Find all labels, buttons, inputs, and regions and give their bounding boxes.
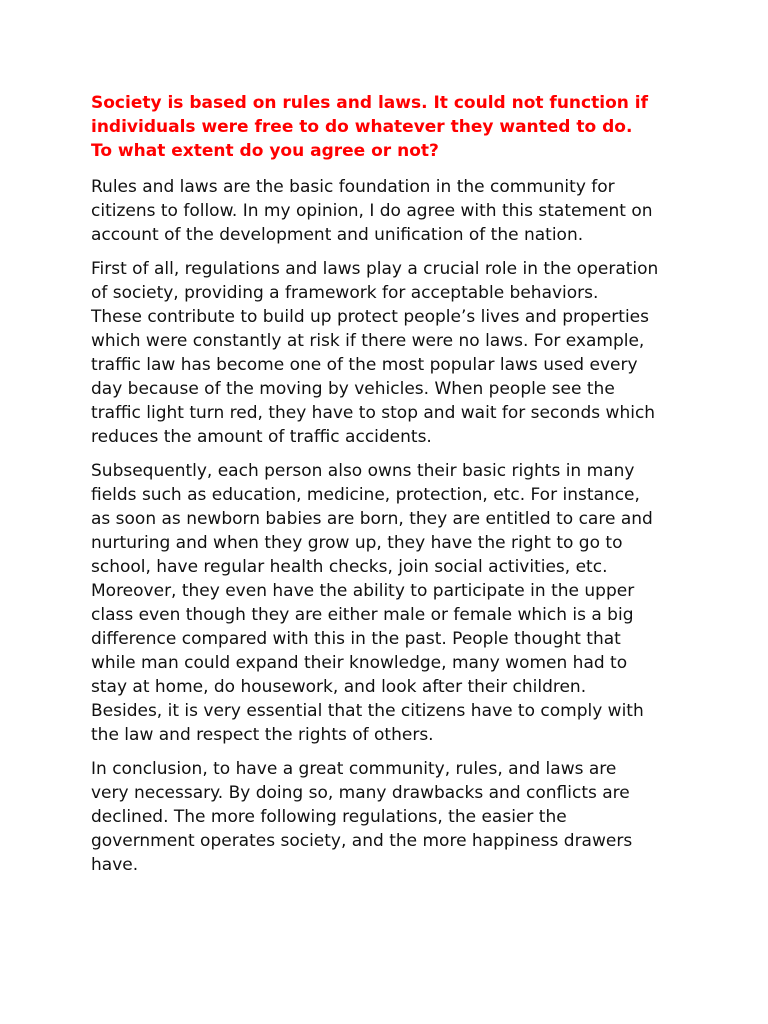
question-line: Society is based on rules and laws. It could not function if [91, 93, 648, 113]
question-line: individuals were free to do whatever they wanted to do. [91, 117, 633, 137]
text-line: declined. The more following regulations, the easier the [91, 807, 567, 827]
text-line: citizens to follow. In my opinion, I do agree with this statement on [91, 201, 653, 221]
text-line: which were constantly at risk if there were no laws. For example, [91, 331, 645, 351]
text-line: First of all, regulations and laws play a crucial role in the operation [91, 259, 659, 279]
text-line: day because of the moving by vehicles. When people see the [91, 379, 615, 399]
text-line: class even though they are either male or female which is a big [91, 605, 634, 625]
paragraph-body-1 [91, 257, 691, 449]
text-line: school, have regular health checks, join social activities, etc. [91, 557, 608, 577]
paragraph-conclusion [91, 757, 691, 877]
text-line: In conclusion, to have a great community, rules, and laws are [91, 759, 617, 779]
text-line: fields such as education, medicine, protection, etc. For instance, [91, 485, 640, 505]
text-line: of society, providing a framework for acceptable behaviors. [91, 283, 599, 303]
text-line: have. [91, 855, 139, 875]
paragraph-body-2 [91, 459, 691, 747]
question-line: To what extent do you agree or not? [91, 141, 439, 161]
essay-question [91, 91, 691, 163]
text-line: reduces the amount of traffic accidents. [91, 427, 432, 447]
text-line: the law and respect the rights of others. [91, 725, 434, 745]
text-line: Moreover, they even have the ability to participate in the upper [91, 581, 635, 601]
paragraph-introduction [91, 175, 691, 247]
text-line: very necessary. By doing so, many drawbacks and conflicts are [91, 783, 630, 803]
text-line: Rules and laws are the basic foundation in the community for [91, 177, 615, 197]
text-line: Besides, it is very essential that the citizens have to comply with [91, 701, 644, 721]
text-line: while man could expand their knowledge, many women had to [91, 653, 628, 673]
essay-document [91, 91, 691, 887]
text-line: difference compared with this in the past. People thought that [91, 629, 621, 649]
text-line: nurturing and when they grow up, they have the right to go to [91, 533, 623, 553]
text-line: traffic law has become one of the most popular laws used every [91, 355, 638, 375]
text-line: traffic light turn red, they have to stop and wait for seconds which [91, 403, 656, 423]
text-line: Subsequently, each person also owns their basic rights in many [91, 461, 635, 481]
text-line: account of the development and unification of the nation. [91, 225, 584, 245]
text-line: These contribute to build up protect people’s lives and properties [91, 307, 649, 327]
text-line: government operates society, and the more happiness drawers [91, 831, 633, 851]
text-line: as soon as newborn babies are born, they are entitled to care and [91, 509, 653, 529]
text-line: stay at home, do housework, and look after their children. [91, 677, 587, 697]
